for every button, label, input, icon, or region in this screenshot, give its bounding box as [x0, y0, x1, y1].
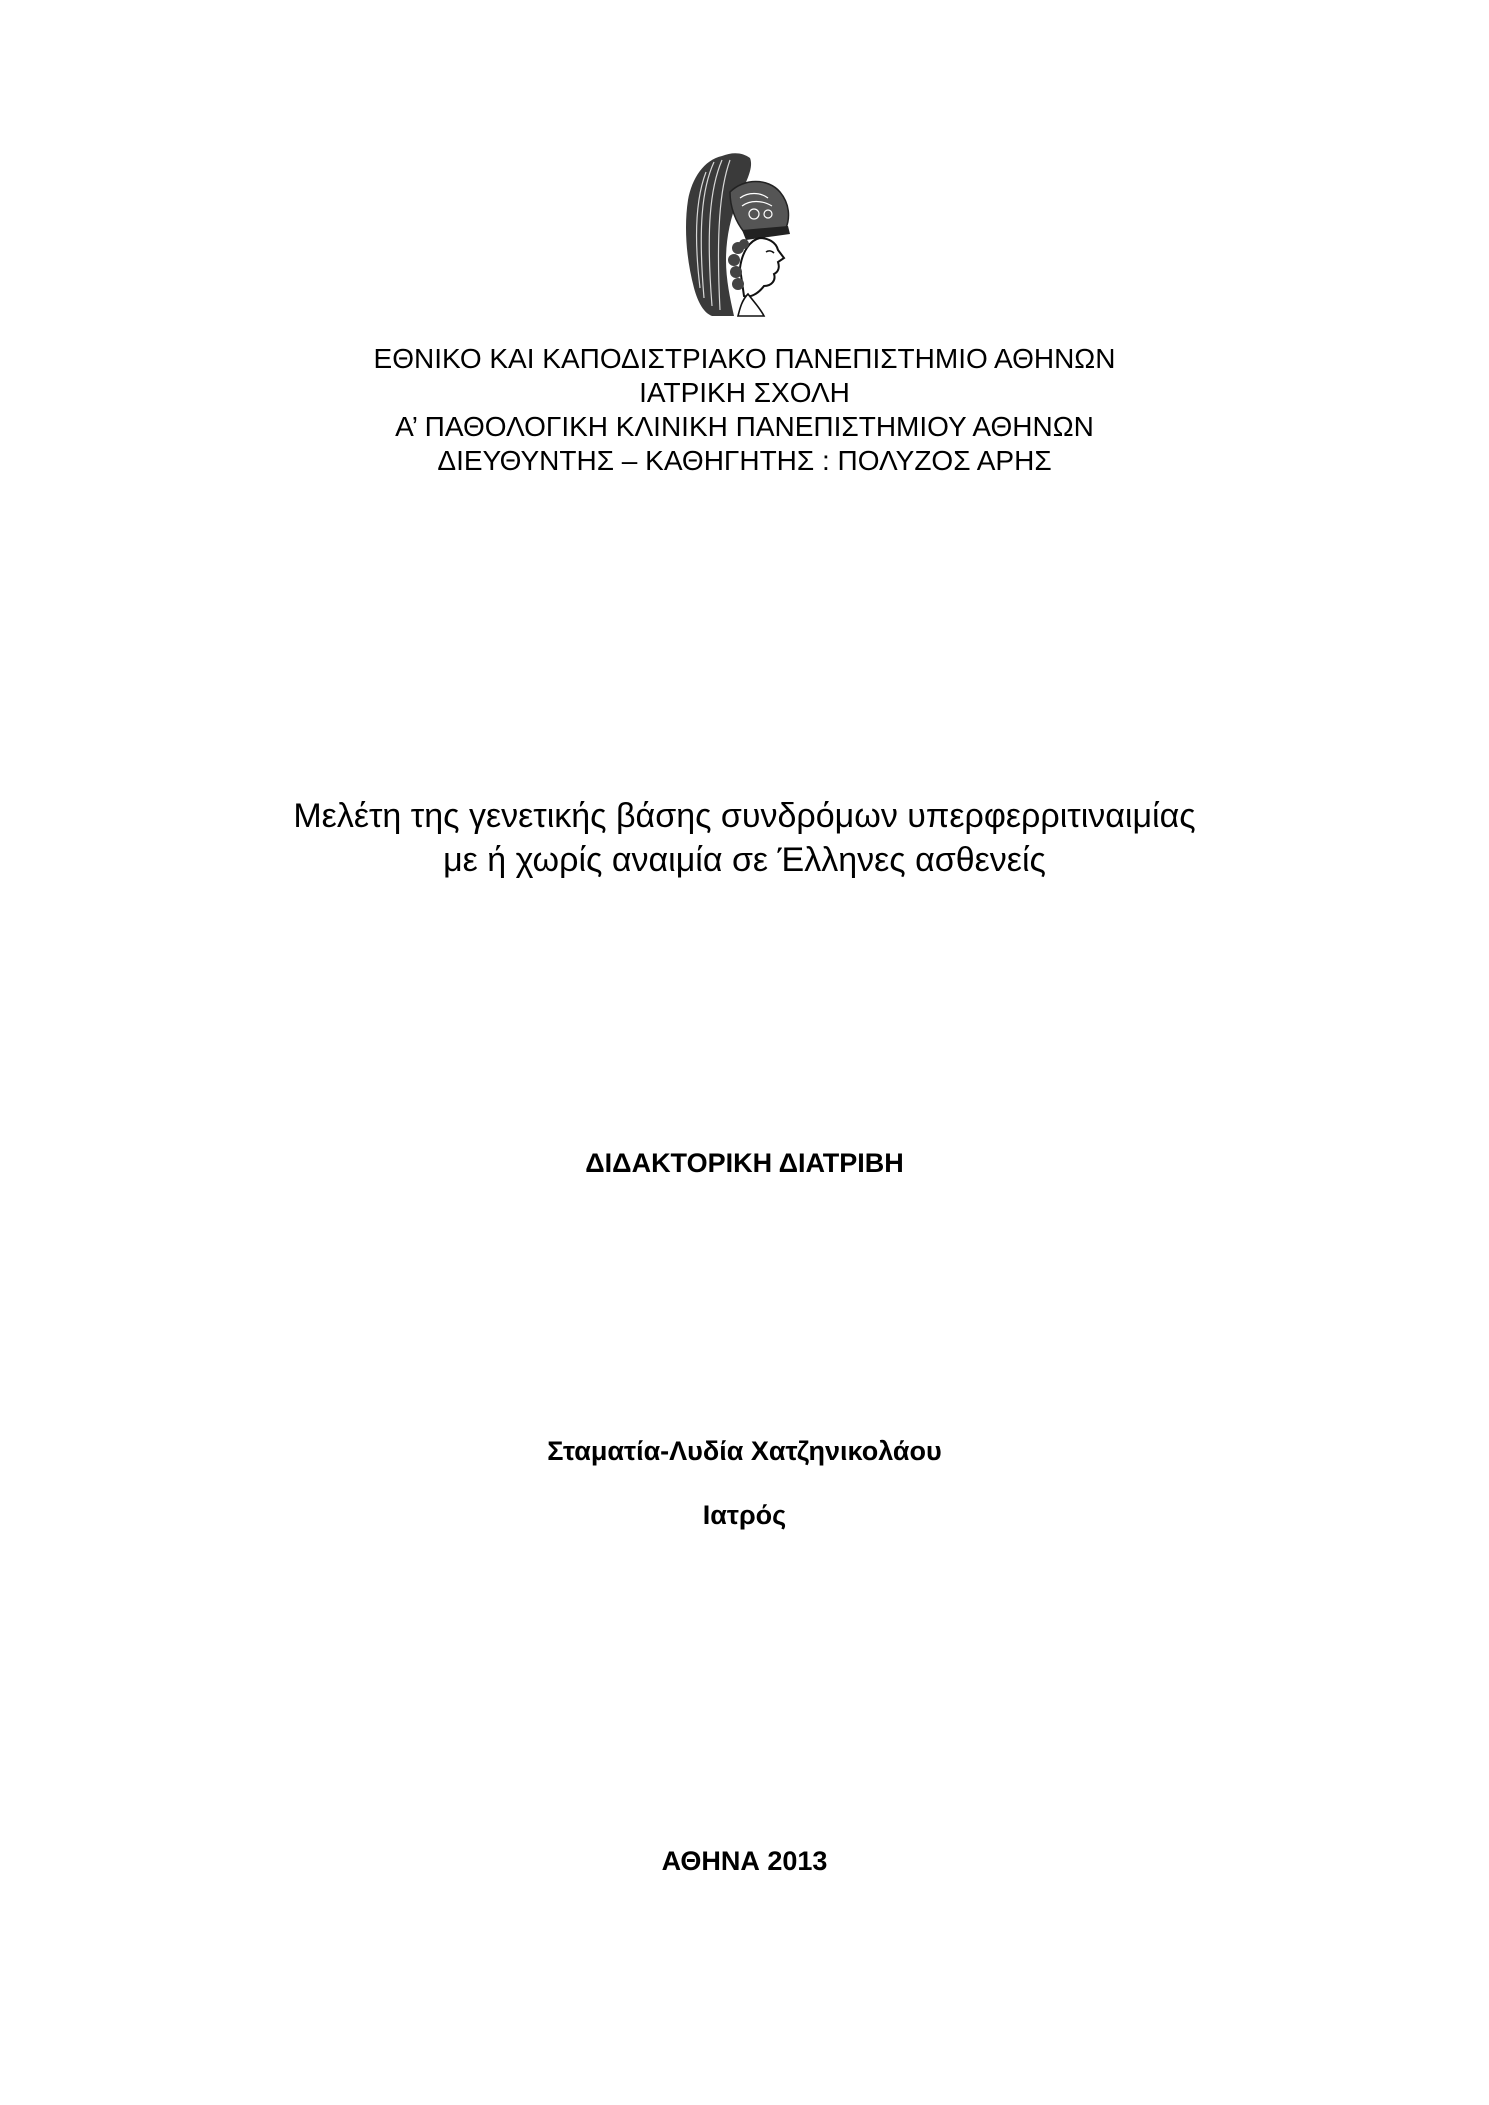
header-line-director: ΔΙΕΥΘΥΝΤΗΣ – ΚΑΘΗΓΗΤΗΣ : ΠΟΛΥΖΟΣ ΑΡΗΣ — [437, 445, 1052, 476]
author-profession: Ιατρός — [702, 1500, 787, 1530]
thesis-title-line-2: με ή χωρίς αναιμία σε Έλληνες ασθενείς — [443, 841, 1046, 879]
document-type: ΔΙΔΑΚΤΟΡΙΚΗ ΔΙΑΤΡΙΒΗ — [585, 1148, 904, 1178]
author-name: Σταματία-Λυδία Χατζηνικολάου — [547, 1436, 942, 1466]
header-line-clinic: Α’ ΠΑΘΟΛΟΓΙΚΗ ΚΛΙΝΙΚΗ ΠΑΝΕΠΙΣΤΗΜΙΟΥ ΑΘΗΝΩΝ — [395, 411, 1094, 442]
place-year: ΑΘΗΝΑ 2013 — [661, 1846, 828, 1876]
institution-header — [0, 342, 1489, 478]
header-line-school: ΙΑΤΡΙΚΗ ΣΧΟΛΗ — [639, 377, 850, 408]
thesis-title-line-1: Μελέτη της γενετικής βάσης συνδρόμων υπερφερριτιναιμίας — [293, 797, 1196, 835]
athena-head-emblem-icon — [664, 148, 804, 318]
header-line-university: ΕΘΝΙΚΟ ΚΑΙ ΚΑΠΟΔΙΣΤΡΙΑΚΟ ΠΑΝΕΠΙΣΤΗΜΙΟ ΑΘΗΝΩΝ — [373, 343, 1116, 374]
thesis-title — [0, 794, 1489, 882]
